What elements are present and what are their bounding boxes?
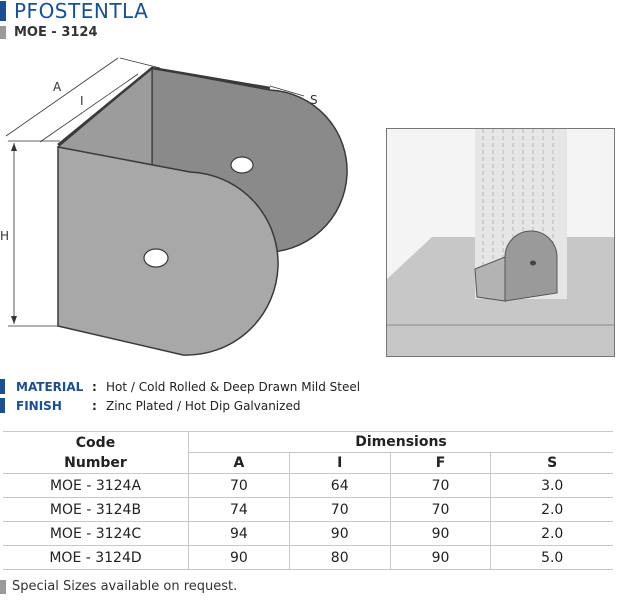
- code-cell: MOE - 3124D: [3, 546, 189, 570]
- value-cell: 2.0: [491, 498, 613, 522]
- page-title: PFOSTENTLA: [14, 0, 149, 23]
- spec-value: Zinc Plated / Hot Dip Galvanized: [106, 398, 301, 413]
- column-header-f: F: [390, 453, 491, 474]
- column-header-i: I: [289, 453, 390, 474]
- footer-accent-bar: [0, 580, 6, 594]
- dimensions-table: [3, 431, 613, 570]
- value-cell: 5.0: [491, 546, 613, 570]
- dim-label-a: A: [53, 80, 62, 94]
- spec-row-finish: [0, 396, 630, 415]
- value-cell: 70: [189, 474, 290, 498]
- value-cell: 64: [289, 474, 390, 498]
- code-header-line1: Code: [75, 434, 116, 451]
- value-cell: 2.0: [491, 522, 613, 546]
- value-cell: 90: [390, 546, 491, 570]
- dim-label-i: I: [80, 94, 84, 108]
- dim-label-h: H: [0, 229, 10, 243]
- table-row: [3, 522, 613, 546]
- spec-label: MATERIAL: [16, 379, 84, 394]
- title-row: [0, 0, 148, 22]
- footer-text: Special Sizes available on request.: [12, 579, 238, 594]
- dim-label-s: S: [310, 93, 318, 107]
- code-cell: MOE - 3124C: [3, 522, 189, 546]
- model-accent-bar: [0, 26, 6, 39]
- model-row: [0, 23, 98, 41]
- title-accent-bar: [0, 1, 6, 21]
- spec-row-material: [0, 377, 630, 396]
- value-cell: 90: [289, 522, 390, 546]
- model-number: MOE - 3124: [14, 24, 98, 40]
- value-cell: 90: [189, 546, 290, 570]
- spec-accent-bar: [0, 379, 5, 394]
- spec-colon: :: [92, 398, 97, 413]
- specs-section: [0, 377, 630, 415]
- value-cell: 70: [289, 498, 390, 522]
- value-cell: 94: [189, 522, 290, 546]
- value-cell: 70: [390, 474, 491, 498]
- bracket-drawing: [0, 50, 360, 365]
- spec-value: Hot / Cold Rolled & Deep Drawn Mild Steel: [106, 379, 361, 394]
- value-cell: 70: [390, 498, 491, 522]
- value-cell: 90: [390, 522, 491, 546]
- spec-accent-bar: [0, 398, 5, 413]
- table-row: [3, 474, 613, 498]
- spec-colon: :: [92, 379, 97, 394]
- code-cell: MOE - 3124B: [3, 498, 189, 522]
- table-header-row: [3, 432, 613, 453]
- column-header-a: A: [189, 453, 290, 474]
- spec-label: FINISH: [16, 398, 62, 413]
- value-cell: 74: [189, 498, 290, 522]
- code-header-line2: Number: [64, 454, 127, 471]
- footer-note: [0, 579, 237, 594]
- table-row: [3, 546, 613, 570]
- table-row: [3, 498, 613, 522]
- column-header-s: S: [491, 453, 613, 474]
- value-cell: 80: [289, 546, 390, 570]
- dimensions-header: Dimensions: [189, 432, 614, 453]
- code-cell: MOE - 3124A: [3, 474, 189, 498]
- installation-illustration: [386, 128, 615, 357]
- code-column-header: [3, 432, 189, 474]
- value-cell: 3.0: [491, 474, 613, 498]
